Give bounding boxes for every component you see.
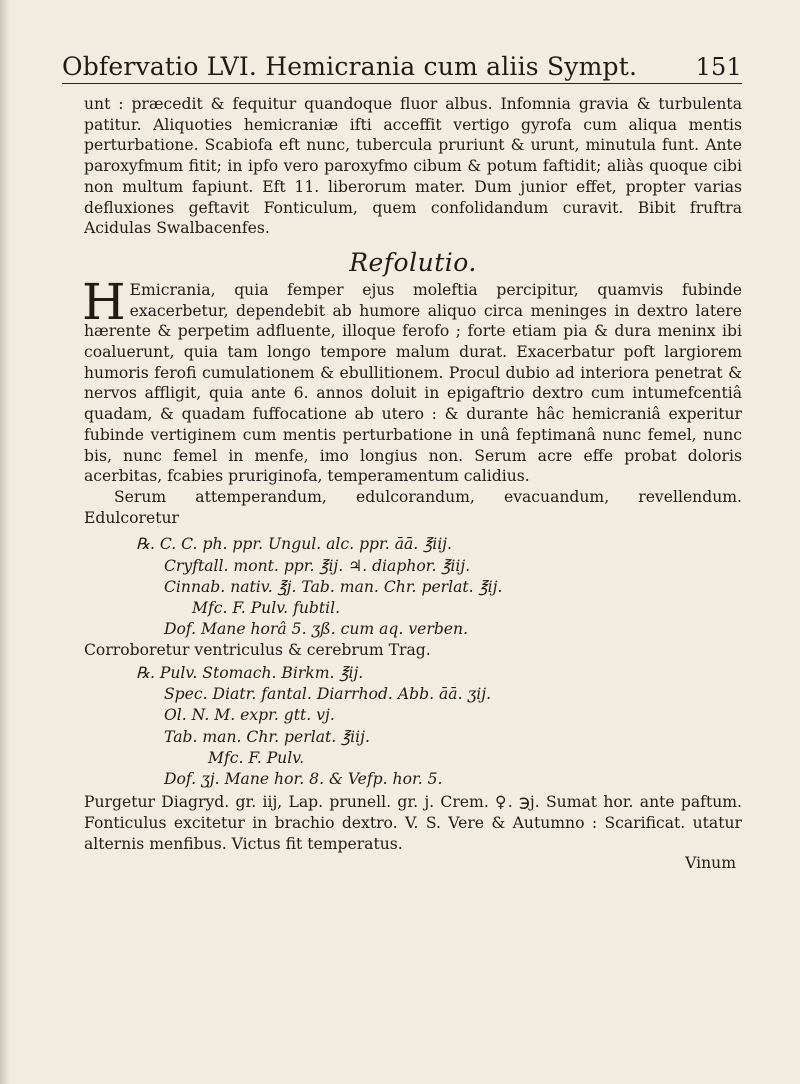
recipe-line: Spec. Diatr. fantal. Diarrhod. Abb. āā. ʒij. — [164, 685, 492, 704]
recipe-1 — [84, 534, 742, 640]
recipe-2 — [84, 663, 742, 790]
drop-cap: H — [82, 272, 126, 331]
corroboretur-line: Corroboretur ventriculus & cerebrum Trag. — [84, 641, 431, 660]
section-heading: Refolutio. — [349, 247, 477, 277]
recipe-line: Mfc. F. Pulv. — [208, 748, 305, 767]
recipe-line: Ol. N. M. expr. gtt. vj. — [164, 706, 335, 725]
catchword: Vinum — [685, 854, 736, 873]
recipe-line: Dof. Mane horâ 5. ʒß. cum aq. verben. — [164, 620, 469, 639]
resolutio-text: Emicrania, quia femper ejus moleftia percipitur, quamvis fubinde exacerbetur, dependebit ab humore aliquo circa meninges in dextro latere hærente & perpetim adfluente, illoque ferofo ; forte etiam pia & dura meninx ibi coaluerunt, quia tam longo tempore malum durat. Exacerbatur poft largiorem humoris ferofi cumulationem & ebullitionem. Procul dubio ad interiora penetrat & nervos affligit, quia ante 6. annos doluit in epigaftrio dextro cum intumefcentiâ quadam, & quadam fuffocatione ab utero : & durante hâc hemicraniâ experitur fubinde vertiginem cum mentis perturbatione in unâ feptimanâ nunc femel, nunc bis, nunc femel in menfe, imo longius non. Serum acre effe probat doloris acerbitas, fcabies pruriginofa, temperamentum calidius. — [84, 280, 742, 486]
recipe-line: Cryftall. mont. ppr. ℥ij. ♃. diaphor. ℥iij. — [164, 556, 471, 575]
recipe-line: Cinnab. nativ. ℥j. Tab. man. Chr. perlat. ℥ij. — [164, 577, 503, 596]
recipe-line: ℞. Pulv. Stomach. Birkm. ℥ij. — [136, 664, 364, 683]
recipe-line: ℞. C. C. ph. ppr. Ungul. alc. ppr. āā. ℥iij. — [136, 535, 452, 554]
serum-paragraph: Serum attemperandum, edulcorandum, evacuandum, revellendum. Edulcoretur — [84, 487, 742, 527]
resolutio-paragraph — [82, 272, 742, 487]
recipe-line: Dof. ʒj. Mane hor. 8. & Vefp. hor. 5. — [164, 770, 443, 789]
page-binding-shadow — [0, 0, 10, 1084]
page-body — [84, 94, 742, 872]
running-header — [62, 52, 742, 84]
final-paragraph: Purgetur Diagryd. gr. iij, Lap. prunell. gr. j. Crem. ♀. ℈j. Sumat hor. ante paftum. Fonticulus excitetur in brachio dextro. V. S. Vere & Autumno : Scarificat. utatur alternis menfibus. Victus fit temperatus. — [84, 793, 742, 853]
running-title: Obfervatio LVI. Hemicrania cum aliis Sympt. — [62, 52, 638, 81]
page-number: 151 — [695, 53, 742, 81]
recipe-line: Mfc. F. Pulv. fubtil. — [192, 598, 341, 617]
intro-paragraph: unt : præcedit & fequitur quandoque fluor albus. Infomnia gravia & turbulenta patitur. Aliquoties hemicraniæ ifti acceffit vertigo gyrofa cum aliqua mentis perturbatione. Scabiofa eft nunc, tubercula pruriunt & urunt, minutula funt. Ante paroxyfmum fitit; in ipfo vero paroxyfmo cibum & potum faftidit; aliàs quoque cibi non multum fapiunt. Eft 11. liberorum mater. Dum junior effet, propter varias defluxiones geftavit Fonticulum, quem confolidandum curavit. Bibit fruftra Acidulas Swalbacenfes. — [84, 95, 742, 238]
recipe-line: Tab. man. Chr. perlat. ℥iij. — [164, 727, 370, 746]
